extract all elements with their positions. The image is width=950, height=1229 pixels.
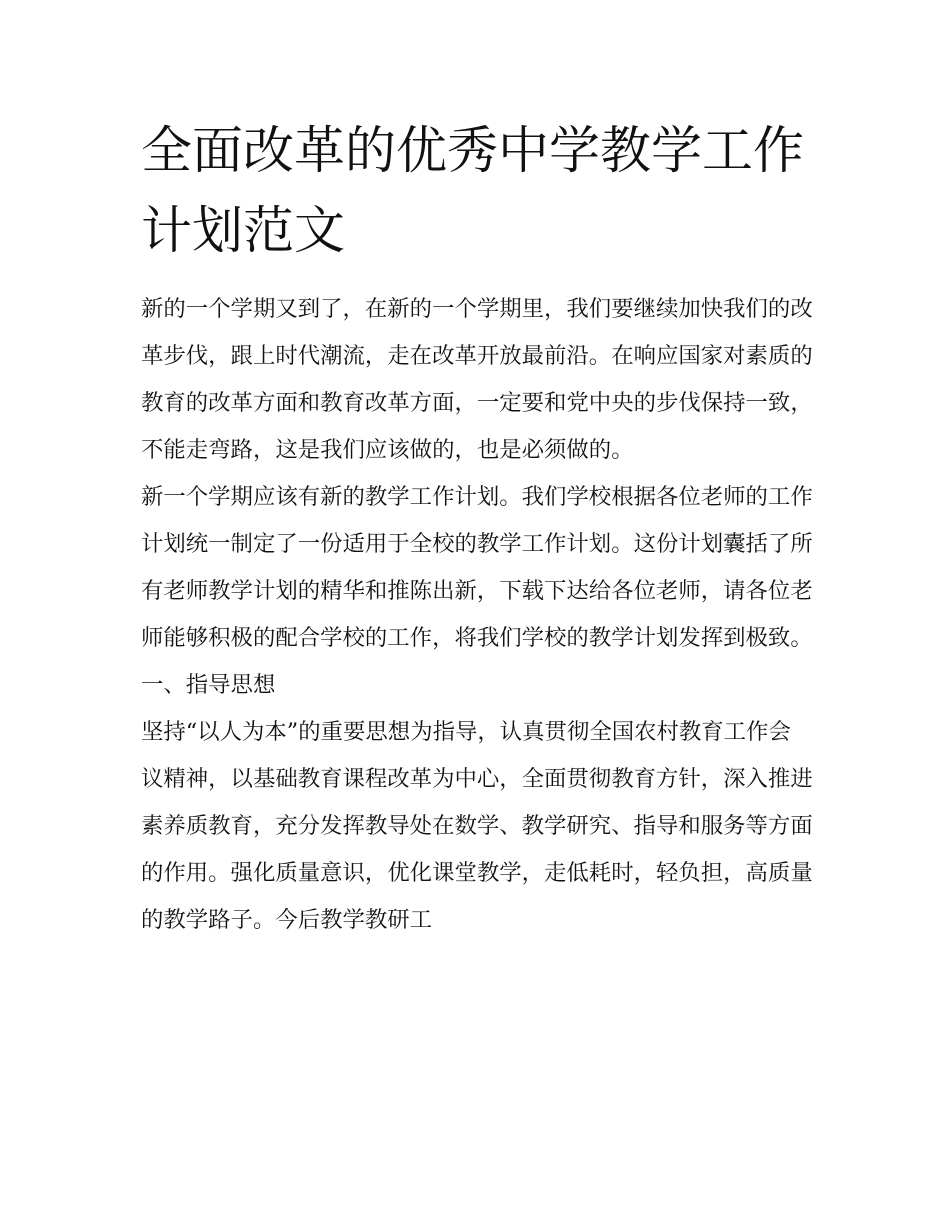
document-body [141,112,813,944]
section-heading-guiding-ideology: 一、指导思想 [141,672,276,698]
title-spacing [141,272,813,286]
paragraph-intro: 新的一个学期又到了，在新的一个学期里，我们要继续加快我们的改革步伐，跟上时代潮流，走在改革开放最前沿。在响应国家对素质的教育的改革方面和教育改革方面，一定要和党中央的步伐保持一致，不能走弯路，这是我们应该做的，也是必须做的。 [141,296,813,463]
paragraph-plan: 新一个学期应该有新的教学工作计划。我们学校根据各位老师的工作计划统一制定了一份适用于全校的教学工作计划。这份计划囊括了所有老师教学计划的精华和推陈出新，下载下达给各位老师，请各位老师能够积极的配合学校的工作，将我们学校的教学计划发挥到极致。 [141,484,813,651]
document-title: 全面改革的优秀中学教学工作计划范文 [141,122,805,261]
paragraph-guiding-ideology: 坚持“以人为本”的重要思想为指导，认真贯彻全国农村教育工作会议精神，以基础教育课程改革为中心，全面贯彻教育方针，深入推进素养质教育，充分发挥教导处在数学、教学研究、指导和服务等方面的作用。强化质量意识，优化课堂教学，走低耗时，轻负担，高质量的教学路子。今后教学教研工 [141,719,813,933]
